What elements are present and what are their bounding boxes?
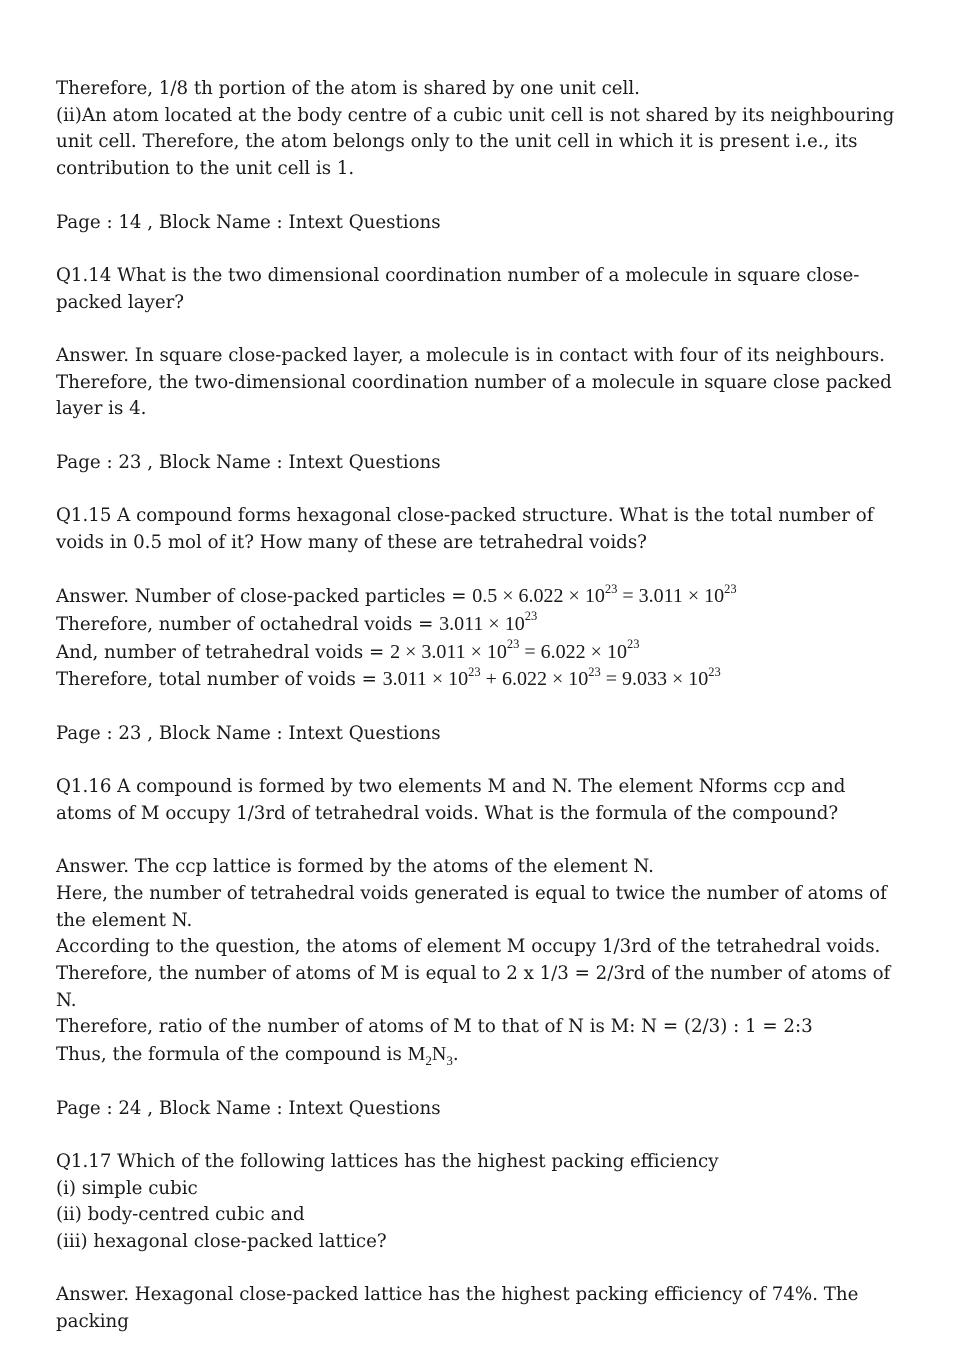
math-term: = 3.011 × 10	[617, 585, 725, 608]
page-ref-q17: Page : 24 , Block Name : Intext Questions	[56, 1097, 441, 1119]
answer-q16-line-4: Therefore, the number of atoms of M is equal to 2 x 1/3 = 2/3rd of the number of atoms of N.	[56, 963, 891, 1011]
answer-q16-line-2: Here, the number of tetrahedral voids generated is equal to twice the number of atoms of the element N.	[56, 882, 887, 931]
math-term: 0.5 × 6.022 × 10	[472, 585, 605, 608]
answer-q15-line-2-math	[439, 609, 538, 635]
math-exponent: 23	[604, 581, 618, 596]
math-term: = 6.022 × 10	[519, 640, 627, 663]
math-exponent: 23	[708, 664, 721, 679]
formula-subscript-m: 2	[425, 1053, 432, 1069]
intro-line-2: (ii)An atom located at the body centre of a cubic unit cell is not shared by its neighbouring unit cell. Therefore, the atom belongs only to the unit cell in which it is present i.e., its contribution to the unit cell is 1.	[56, 104, 895, 180]
math-term: 3.011 × 10	[439, 612, 525, 635]
answer-q15-line-3-math	[390, 637, 640, 663]
page-ref-q15: Page : 23 , Block Name : Intext Questions	[56, 451, 441, 473]
math-exponent: 23	[506, 637, 520, 652]
page-ref-q16: Page : 23 , Block Name : Intext Questions	[56, 722, 441, 744]
option-q17-1: (i) simple cubic	[56, 1177, 198, 1199]
answer-q16-line-6	[56, 1041, 903, 1069]
answer-q15-line-2	[56, 611, 903, 639]
answer-q17: Answer. Hexagonal close-packed lattice has the highest packing efficiency of 74%. The packing	[56, 1284, 859, 1333]
sentence-end: .	[452, 1044, 459, 1066]
page-ref-q14: Page : 14 , Block Name : Intext Questions	[56, 211, 441, 233]
math-term: 3.011 × 10	[382, 668, 469, 691]
question-q16: Q1.16 A compound is formed by two elements M and N. The element Nforms ccp and atoms of M occupy 1/3rd of tetrahedral voids. What is the formula of the compound?	[56, 776, 846, 824]
math-exponent: 23	[468, 664, 481, 679]
answer-q15-line-1-label: Answer. Number of close-packed particles =	[56, 586, 473, 608]
answer-q15-line-3-label: And, number of tetrahedral voids =	[56, 641, 391, 663]
formula-element-n: N	[431, 1043, 447, 1066]
answer-q15-line-2-label: Therefore, number of octahedral voids =	[56, 613, 440, 635]
question-q17: Q1.17 Which of the following lattices has the highest packing efficiency	[56, 1150, 719, 1172]
answer-q15-line-1	[56, 583, 903, 611]
answer-q15-line-3	[56, 639, 903, 667]
answer-q15-line-4	[56, 666, 903, 694]
math-exponent: 23	[588, 664, 601, 679]
math-exponent: 23	[524, 609, 538, 624]
question-q15: Q1.15 A compound forms hexagonal close-packed structure. What is the total number of voids in 0.5 mol of it? How many of these are tetrahedral voids?	[56, 505, 874, 553]
answer-q16-line-6-label: Thus, the formula of the compound is	[56, 1044, 408, 1066]
intro-line-1: Therefore, 1/8 th portion of the atom is shared by one unit cell.	[56, 78, 640, 99]
option-q17-2: (ii) body-centred cubic and	[56, 1204, 305, 1226]
option-q17-3: (iii) hexagonal close-packed lattice?	[56, 1231, 387, 1253]
math-term: 2 × 3.011 × 10	[390, 640, 507, 663]
math-term: + 6.022 × 10	[480, 668, 589, 691]
math-term: = 9.033 × 10	[600, 668, 709, 691]
answer-q14: Answer. In square close-packed layer, a molecule is in contact with four of its neighbours. Therefore, the two-dimensional coordination number of a molecule in square close packed layer is 4.	[56, 344, 892, 420]
answer-q16-line-3: According to the question, the atoms of element M occupy 1/3rd of the tetrahedral voids.	[56, 936, 881, 958]
answer-q15-line-1-math	[472, 581, 737, 608]
question-q14: Q1.14 What is the two dimensional coordination number of a molecule in square close-packed layer?	[56, 264, 860, 313]
answer-q16-line-1: Answer. The ccp lattice is formed by the atoms of the element N.	[56, 856, 654, 878]
compound-formula	[407, 1043, 453, 1069]
answer-q15-line-4-math	[382, 664, 721, 691]
answer-q16-line-5: Therefore, ratio of the number of atoms of M to that of N is M: N = (2/3) : 1 = 2:3	[56, 1016, 813, 1038]
answer-q15-line-4-label: Therefore, total number of voids =	[56, 669, 383, 691]
formula-element-m: M	[407, 1043, 426, 1066]
math-exponent: 23	[626, 637, 640, 652]
math-exponent: 23	[724, 581, 737, 596]
formula-subscript-n: 3	[446, 1053, 453, 1069]
